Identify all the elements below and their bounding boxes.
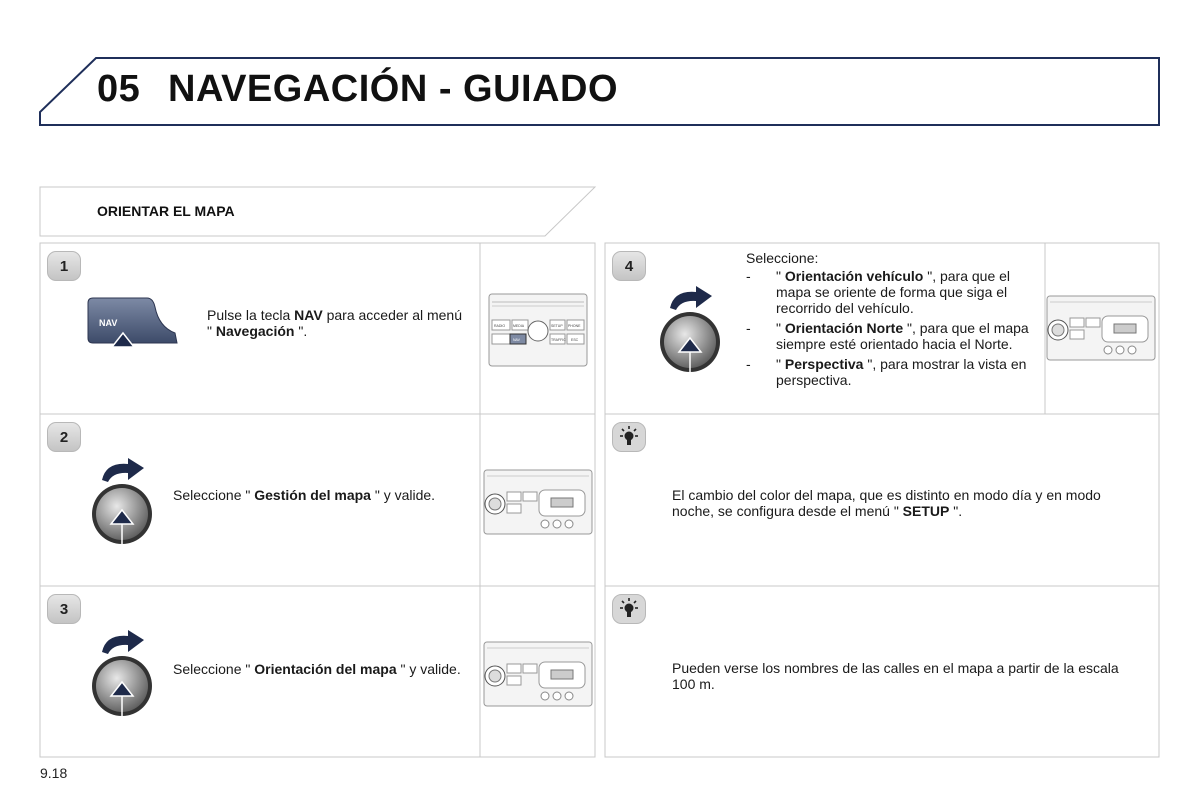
svg-text:MEDIA: MEDIA <box>513 324 525 328</box>
radio-panel-nav-image <box>488 290 588 368</box>
page-number: 9.18 <box>40 765 68 781</box>
step-3-badge: 3 <box>47 594 81 624</box>
tip-2-text: Pueden verse los nombres de las calles en el mapa a partir de la escala 100 m. <box>672 660 1119 692</box>
step-3-text: Seleccione " Orientación del mapa " y valide. <box>173 661 461 677</box>
lightbulb-icon <box>612 422 646 452</box>
step-4-intro: Seleccione: <box>746 250 819 266</box>
option-perspectiva: - " Perspectiva ", para mostrar la vista en perspectiva. <box>746 356 1038 388</box>
radio-panel-knob-image <box>1046 294 1158 362</box>
radio-panel-knob-image <box>483 640 593 708</box>
rotary-knob-icon <box>88 624 163 724</box>
svg-text:PHONE: PHONE <box>568 324 581 328</box>
lightbulb-icon <box>612 594 646 624</box>
rotary-knob-icon <box>88 452 163 552</box>
tip-1-text: El cambio del color del mapa, que es distinto en modo día y en modo noche, se configura desde el menú " SETUP ". <box>672 487 1101 519</box>
option-orientacion-norte: - " Orientación Norte ", para que el mapa siempre esté orientado hacia el Norte. <box>746 320 1038 352</box>
svg-text:RADIO: RADIO <box>494 324 506 328</box>
nav-key-label: NAV <box>99 318 118 328</box>
rotary-knob-icon <box>656 280 731 380</box>
step-4-badge: 4 <box>612 251 646 281</box>
svg-text:ESC: ESC <box>571 338 579 342</box>
step-2-text: Seleccione " Gestión del mapa " y valide. <box>173 487 436 503</box>
radio-panel-knob-image <box>483 468 593 536</box>
section-title: ORIENTAR EL MAPA <box>97 203 235 219</box>
svg-text:SETUP: SETUP <box>551 324 563 328</box>
svg-text:NAV: NAV <box>513 338 520 342</box>
step-4-text <box>746 250 1038 392</box>
chapter-number: 05 <box>97 68 141 110</box>
nav-key-icon <box>85 295 185 370</box>
step-1-text: Pulse la tecla NAV para acceder al menú " Navegación ". <box>207 307 463 339</box>
option-orientacion-vehiculo: - " Orientación vehículo ", para que el mapa se oriente de forma que siga el recorrido del vehículo. <box>746 268 1038 316</box>
chapter-title: NAVEGACIÓN - GUIADO <box>168 68 619 110</box>
step-2-badge: 2 <box>47 422 81 452</box>
svg-text:TRAFFIC: TRAFFIC <box>551 338 566 342</box>
step-1-badge: 1 <box>47 251 81 281</box>
